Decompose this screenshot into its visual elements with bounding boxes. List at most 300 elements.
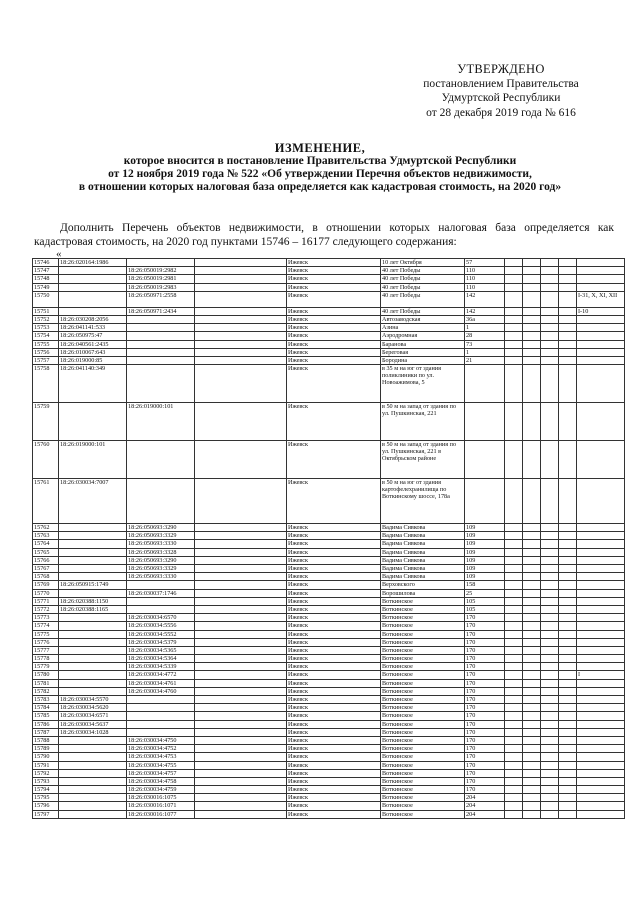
cell-empty	[505, 315, 523, 323]
cell-empty	[523, 638, 541, 646]
cell-city: Ижевск	[287, 728, 381, 736]
cell-empty	[523, 605, 541, 613]
cell-house: 170	[465, 687, 505, 695]
cell-street: Воткинское	[381, 794, 465, 802]
cell-empty	[559, 736, 577, 744]
cell-empty	[541, 704, 559, 712]
cell-city: Ижевск	[287, 259, 381, 267]
cell-empty	[195, 441, 287, 479]
cell-empty	[505, 663, 523, 671]
cell-street: в 50 м на запад от здания по ул. Пушкинская, 221 в Октябрьском районе	[381, 441, 465, 479]
cell-empty	[505, 403, 523, 441]
cell-c2	[59, 671, 127, 679]
cell-empty	[523, 283, 541, 291]
cell-c3: 18:26:050693:3329	[127, 565, 195, 573]
cell-street: Воткинское	[381, 687, 465, 695]
approval-line-2: постановлением Правительства	[423, 77, 579, 90]
cell-note	[577, 565, 625, 573]
cell-empty	[505, 291, 523, 307]
table-row	[33, 332, 625, 340]
cell-note	[577, 696, 625, 704]
cell-street: Воткинское	[381, 696, 465, 704]
table-row	[33, 307, 625, 315]
cell-house: 105	[465, 605, 505, 613]
cell-house: 170	[465, 777, 505, 785]
cell-num: 15785	[33, 712, 59, 720]
cell-empty	[505, 332, 523, 340]
cell-street: 40 лет Победы	[381, 291, 465, 307]
cell-c3	[127, 441, 195, 479]
cell-city: Ижевск	[287, 403, 381, 441]
cell-c2	[59, 524, 127, 532]
cell-empty	[559, 589, 577, 597]
cell-c2: 18:26:030034:5620	[59, 704, 127, 712]
cell-note	[577, 589, 625, 597]
table-row	[33, 802, 625, 810]
cell-note	[577, 581, 625, 589]
cell-street: Воткинское	[381, 597, 465, 605]
cell-street: Азина	[381, 324, 465, 332]
cell-num: 15764	[33, 540, 59, 548]
cell-city: Ижевск	[287, 671, 381, 679]
table-row	[33, 761, 625, 769]
cell-num: 15792	[33, 769, 59, 777]
cell-empty	[559, 348, 577, 356]
cell-empty	[195, 589, 287, 597]
table-row	[33, 441, 625, 479]
cell-empty	[559, 704, 577, 712]
cell-empty	[559, 638, 577, 646]
cell-note	[577, 802, 625, 810]
cell-city: Ижевск	[287, 532, 381, 540]
cell-city: Ижевск	[287, 548, 381, 556]
cell-house	[465, 441, 505, 479]
cell-c3	[127, 581, 195, 589]
cell-empty	[523, 777, 541, 785]
cell-empty	[541, 532, 559, 540]
table-row	[33, 655, 625, 663]
cell-empty	[195, 581, 287, 589]
cell-c2	[59, 687, 127, 695]
cell-city: Ижевск	[287, 332, 381, 340]
cell-num: 15773	[33, 614, 59, 622]
cell-c3	[127, 356, 195, 364]
cell-note	[577, 573, 625, 581]
cell-empty	[505, 761, 523, 769]
cell-street: 40 лет Победы	[381, 275, 465, 283]
approval-title: УТВЕРЖДЕНО	[457, 62, 545, 76]
heading-line-1: которое вносится в постановление Правительства Удмуртской Республики	[123, 155, 517, 167]
cell-empty	[505, 687, 523, 695]
cell-city: Ижевск	[287, 810, 381, 818]
cell-c2	[59, 622, 127, 630]
cell-city: Ижевск	[287, 441, 381, 479]
table-row	[33, 753, 625, 761]
cell-num: 15766	[33, 556, 59, 564]
cell-c3: 18:26:050971:2558	[127, 291, 195, 307]
cell-empty	[523, 332, 541, 340]
cell-city: Ижевск	[287, 565, 381, 573]
table-row	[33, 769, 625, 777]
cell-c3	[127, 696, 195, 704]
cell-empty	[559, 565, 577, 573]
cell-note	[577, 532, 625, 540]
cell-empty	[541, 761, 559, 769]
cell-empty	[541, 663, 559, 671]
cell-note	[577, 745, 625, 753]
cell-empty	[523, 761, 541, 769]
cell-num: 15791	[33, 761, 59, 769]
cell-c2: 18:26:030034:6571	[59, 712, 127, 720]
cell-note	[577, 712, 625, 720]
cell-note	[577, 365, 625, 403]
table-row	[33, 556, 625, 564]
cell-empty	[505, 720, 523, 728]
cell-c2	[59, 761, 127, 769]
cell-street: Автозаводская	[381, 315, 465, 323]
cell-city: Ижевск	[287, 283, 381, 291]
cell-c3	[127, 315, 195, 323]
cell-empty	[195, 524, 287, 532]
cell-c3	[127, 340, 195, 348]
cell-empty	[505, 581, 523, 589]
cell-empty	[559, 441, 577, 479]
table-row	[33, 356, 625, 364]
cell-empty	[195, 315, 287, 323]
cell-house: 170	[465, 786, 505, 794]
cell-empty	[523, 307, 541, 315]
cell-empty	[195, 745, 287, 753]
cell-empty	[559, 540, 577, 548]
cell-note	[577, 348, 625, 356]
cell-empty	[195, 597, 287, 605]
cell-empty	[559, 597, 577, 605]
cell-empty	[523, 565, 541, 573]
cell-empty	[195, 777, 287, 785]
cell-empty	[505, 275, 523, 283]
cell-empty	[523, 728, 541, 736]
cell-num: 15763	[33, 532, 59, 540]
cell-house: 170	[465, 614, 505, 622]
cell-c2: 18:26:010067:643	[59, 348, 127, 356]
cell-city: Ижевск	[287, 745, 381, 753]
cell-empty	[541, 712, 559, 720]
table-row	[33, 630, 625, 638]
cell-c2: 18:26:030034:1028	[59, 728, 127, 736]
table-row	[33, 671, 625, 679]
cell-empty	[559, 720, 577, 728]
cell-empty	[195, 671, 287, 679]
cell-c3	[127, 728, 195, 736]
cell-empty	[559, 315, 577, 323]
cell-house: 28	[465, 332, 505, 340]
cell-street: Воткинское	[381, 745, 465, 753]
cell-empty	[505, 646, 523, 654]
cell-empty	[541, 802, 559, 810]
cell-street: Воткинское	[381, 728, 465, 736]
cell-empty	[505, 441, 523, 479]
cell-empty	[541, 679, 559, 687]
cell-c2	[59, 275, 127, 283]
cell-c2	[59, 638, 127, 646]
cell-empty	[523, 736, 541, 744]
cell-city: Ижевск	[287, 777, 381, 785]
cell-num: 15776	[33, 638, 59, 646]
cell-empty	[505, 589, 523, 597]
cell-num: 15796	[33, 802, 59, 810]
cell-empty	[559, 663, 577, 671]
cell-empty	[195, 332, 287, 340]
cell-empty	[505, 655, 523, 663]
cell-empty	[195, 720, 287, 728]
table-row	[33, 275, 625, 283]
table-row	[33, 365, 625, 403]
table-row	[33, 340, 625, 348]
cell-city: Ижевск	[287, 324, 381, 332]
cell-empty	[195, 532, 287, 540]
cell-empty	[195, 769, 287, 777]
cell-c2: 18:26:019000:85	[59, 356, 127, 364]
cell-city: Ижевск	[287, 720, 381, 728]
cell-c2	[59, 655, 127, 663]
cell-c2: 18:26:030034:5570	[59, 696, 127, 704]
property-table	[32, 258, 625, 819]
cell-empty	[523, 324, 541, 332]
cell-city: Ижевск	[287, 556, 381, 564]
cell-empty	[195, 638, 287, 646]
cell-c3: 18:26:050693:3328	[127, 548, 195, 556]
cell-city: Ижевск	[287, 761, 381, 769]
cell-empty	[559, 687, 577, 695]
cell-empty	[505, 524, 523, 532]
cell-empty	[541, 614, 559, 622]
cell-empty	[195, 259, 287, 267]
cell-empty	[195, 646, 287, 654]
table-row	[33, 622, 625, 630]
cell-num: 15772	[33, 605, 59, 613]
cell-empty	[505, 802, 523, 810]
cell-empty	[505, 704, 523, 712]
cell-empty	[195, 728, 287, 736]
cell-empty	[505, 340, 523, 348]
table-row	[33, 704, 625, 712]
cell-empty	[505, 786, 523, 794]
cell-num: 15793	[33, 777, 59, 785]
cell-note	[577, 736, 625, 744]
cell-city: Ижевск	[287, 638, 381, 646]
cell-street: Воткинское	[381, 769, 465, 777]
cell-c3	[127, 348, 195, 356]
cell-empty	[541, 581, 559, 589]
cell-empty	[523, 597, 541, 605]
cell-empty	[195, 696, 287, 704]
cell-c2	[59, 777, 127, 785]
cell-num: 15790	[33, 753, 59, 761]
cell-city: Ижевск	[287, 365, 381, 403]
cell-city: Ижевск	[287, 275, 381, 283]
cell-c2	[59, 283, 127, 291]
cell-empty	[505, 573, 523, 581]
cell-c3	[127, 605, 195, 613]
cell-c3: 18:26:050693:3329	[127, 532, 195, 540]
cell-empty	[541, 332, 559, 340]
cell-note	[577, 786, 625, 794]
cell-note	[577, 315, 625, 323]
cell-c2	[59, 267, 127, 275]
cell-empty	[559, 573, 577, 581]
cell-c2	[59, 810, 127, 818]
cell-house: 109	[465, 524, 505, 532]
table-row	[33, 614, 625, 622]
table-row	[33, 573, 625, 581]
cell-note	[577, 679, 625, 687]
cell-c3: 18:26:030034:4752	[127, 745, 195, 753]
cell-note	[577, 720, 625, 728]
heading-line-3: в отношении которых налоговая база определяется как кадастровая стоимость, на 2020 год»	[78, 181, 562, 193]
cell-city: Ижевск	[287, 655, 381, 663]
table-row	[33, 728, 625, 736]
cell-street: Вадима Сивкова	[381, 540, 465, 548]
table-row	[33, 736, 625, 744]
cell-city: Ижевск	[287, 614, 381, 622]
cell-c3: 18:26:030034:4761	[127, 679, 195, 687]
cell-house: 142	[465, 307, 505, 315]
cell-empty	[505, 565, 523, 573]
cell-empty	[505, 267, 523, 275]
cell-empty	[505, 556, 523, 564]
cell-house: 170	[465, 663, 505, 671]
cell-c2	[59, 532, 127, 540]
cell-street: Воткинское	[381, 614, 465, 622]
cell-empty	[541, 736, 559, 744]
cell-empty	[195, 794, 287, 802]
cell-house: 170	[465, 712, 505, 720]
cell-note	[577, 556, 625, 564]
cell-empty	[541, 605, 559, 613]
cell-empty	[505, 605, 523, 613]
cell-num: 15794	[33, 786, 59, 794]
cell-note	[577, 259, 625, 267]
heading-line-2: от 12 ноября 2019 года № 522 «Об утверждении Перечня объектов недвижимости,	[108, 168, 532, 180]
cell-c3	[127, 332, 195, 340]
cell-city: Ижевск	[287, 786, 381, 794]
cell-c3: 18:26:030034:5339	[127, 663, 195, 671]
cell-empty	[541, 630, 559, 638]
cell-empty	[541, 479, 559, 524]
cell-num: 15797	[33, 810, 59, 818]
cell-empty	[559, 786, 577, 794]
table-row	[33, 259, 625, 267]
cell-empty	[523, 753, 541, 761]
intro-paragraph: Дополнить Перечень объектов недвижимости, в отношении которых налоговая база определяется как кадастровая стоимость, на 2020 год пунктами 15746 – 16177 следующего содержания:	[34, 222, 614, 248]
cell-empty	[505, 777, 523, 785]
cell-empty	[195, 340, 287, 348]
cell-c2	[59, 540, 127, 548]
cell-empty	[541, 728, 559, 736]
cell-c3	[127, 704, 195, 712]
cell-empty	[505, 679, 523, 687]
approval-block	[396, 62, 606, 120]
cell-c2: 18:26:050915:1749	[59, 581, 127, 589]
cell-c3	[127, 597, 195, 605]
cell-house: 170	[465, 622, 505, 630]
cell-num: 15770	[33, 589, 59, 597]
cell-empty	[195, 614, 287, 622]
cell-city: Ижевск	[287, 356, 381, 364]
cell-street: Воткинское	[381, 777, 465, 785]
cell-c3: 18:26:030034:5552	[127, 630, 195, 638]
cell-empty	[559, 324, 577, 332]
cell-empty	[523, 315, 541, 323]
table-row	[33, 777, 625, 785]
cell-note	[577, 479, 625, 524]
cell-note	[577, 794, 625, 802]
cell-street: Ворошилова	[381, 589, 465, 597]
cell-c2: 18:26:030208:2056	[59, 315, 127, 323]
cell-house: 109	[465, 548, 505, 556]
cell-empty	[195, 548, 287, 556]
cell-empty	[195, 802, 287, 810]
cell-street: 40 лет Победы	[381, 307, 465, 315]
table-row	[33, 283, 625, 291]
cell-empty	[541, 745, 559, 753]
cell-note: I-31, X, XI, XII	[577, 291, 625, 307]
cell-c2	[59, 802, 127, 810]
table-row	[33, 605, 625, 613]
cell-street: 40 лет Победы	[381, 267, 465, 275]
cell-c2	[59, 769, 127, 777]
cell-empty	[559, 356, 577, 364]
cell-city: Ижевск	[287, 769, 381, 777]
cell-empty	[559, 630, 577, 638]
cell-house: 170	[465, 638, 505, 646]
cell-street: Воткинское	[381, 753, 465, 761]
table-row	[33, 646, 625, 654]
cell-house: 170	[465, 753, 505, 761]
cell-empty	[505, 532, 523, 540]
cell-num: 15787	[33, 728, 59, 736]
cell-num: 15752	[33, 315, 59, 323]
table-row	[33, 679, 625, 687]
cell-empty	[195, 810, 287, 818]
cell-c3: 18:26:030034:4753	[127, 753, 195, 761]
cell-empty	[541, 365, 559, 403]
cell-street: Вадима Сивкова	[381, 524, 465, 532]
cell-empty	[559, 291, 577, 307]
cell-num: 15786	[33, 720, 59, 728]
cell-empty	[523, 259, 541, 267]
document-heading	[20, 142, 620, 194]
cell-empty	[505, 769, 523, 777]
cell-empty	[195, 324, 287, 332]
cell-c3: 18:26:030034:5379	[127, 638, 195, 646]
cell-street: Воткинское	[381, 720, 465, 728]
cell-num: 15762	[33, 524, 59, 532]
cell-city: Ижевск	[287, 267, 381, 275]
cell-empty	[559, 777, 577, 785]
table-row	[33, 810, 625, 818]
cell-note	[577, 687, 625, 695]
cell-empty	[559, 646, 577, 654]
cell-empty	[541, 324, 559, 332]
cell-empty	[523, 810, 541, 818]
cell-empty	[541, 556, 559, 564]
cell-empty	[523, 655, 541, 663]
cell-c2	[59, 556, 127, 564]
cell-note	[577, 622, 625, 630]
cell-empty	[559, 802, 577, 810]
cell-street: Воткинское	[381, 761, 465, 769]
